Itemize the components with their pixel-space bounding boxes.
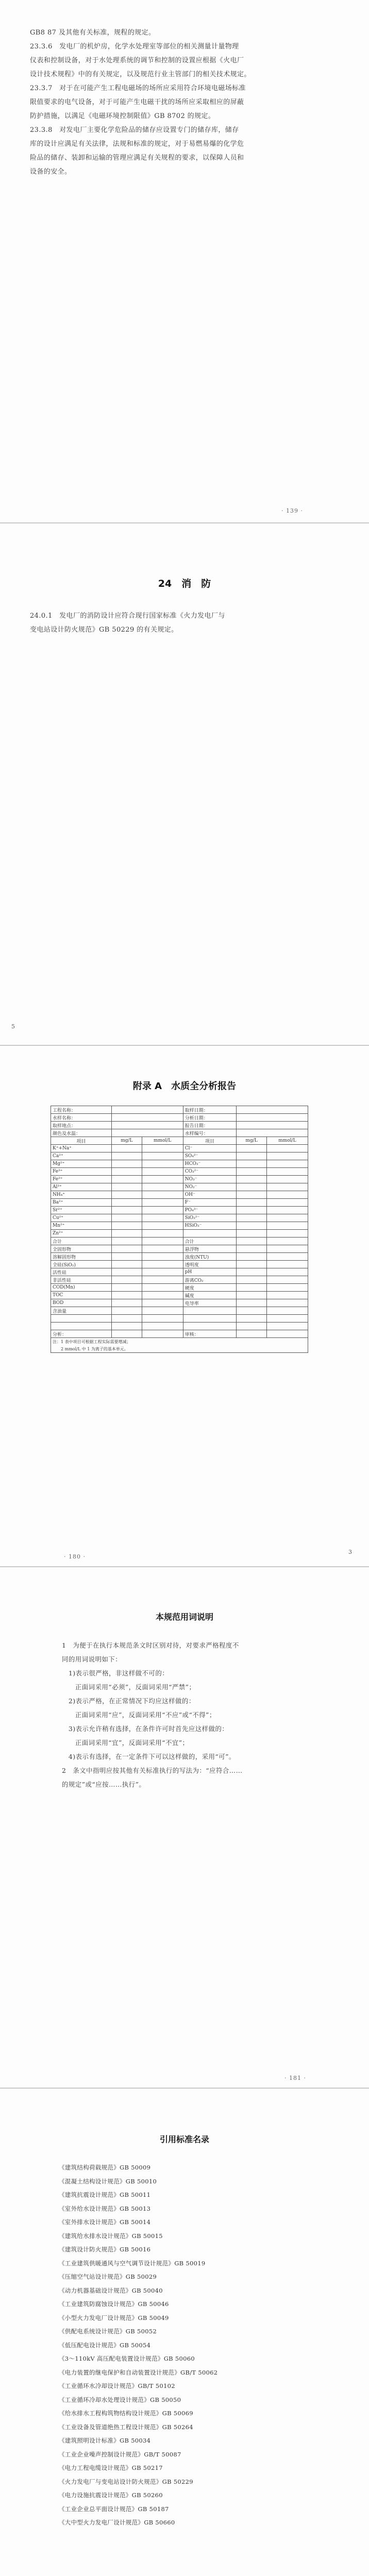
table-cell xyxy=(237,1245,267,1253)
table-cell: 报告日期： xyxy=(183,1122,237,1129)
table-cell xyxy=(237,1160,267,1168)
table-cell xyxy=(237,1183,267,1191)
reference-item: 《大中型火力发电厂设计规范》GB 50660 xyxy=(59,2519,175,2526)
table-cell: 游离CO₂ xyxy=(183,1276,237,1284)
table-cell: 颜色及水温： xyxy=(51,1129,112,1137)
table-cell: NH₄⁺ xyxy=(51,1191,112,1199)
table-row xyxy=(51,1299,308,1307)
table-header-row xyxy=(51,1137,308,1145)
table-cell: Ca²⁺ xyxy=(51,1153,112,1160)
table-cell xyxy=(266,1284,308,1292)
table-cell xyxy=(142,1323,183,1330)
table-cell: 活性硅 xyxy=(51,1268,112,1276)
reference-item: 《3～110kV 高压配电装置设计规范》GB 50060 xyxy=(59,2355,195,2362)
reference-item: 《工业循环冷却水处理设计规范》GB 50050 xyxy=(59,2396,181,2403)
table-cell xyxy=(266,1268,308,1276)
table-cell xyxy=(183,1307,237,1315)
table-cell: SO₄²⁻ xyxy=(183,1153,237,1160)
text-line: 正面词采用“宜”，反面词采用“不宜”； xyxy=(62,1739,189,1747)
reference-item: 《供配电系统设计规范》GB 50052 xyxy=(59,2328,157,2335)
table-cell: 含油量 xyxy=(51,1307,112,1315)
table-cell xyxy=(112,1160,142,1168)
table-row xyxy=(51,1183,308,1191)
reference-item: 《建筑结构荷载规范》GB 50009 xyxy=(59,2164,151,2171)
table-cell: HSiO₃⁻ xyxy=(183,1222,237,1230)
table-cell xyxy=(142,1222,183,1230)
table-cell xyxy=(237,1145,267,1153)
table-cell xyxy=(237,1191,267,1199)
table-cell xyxy=(142,1191,183,1199)
table-cell: Ba²⁺ xyxy=(51,1199,112,1207)
page-1 xyxy=(0,0,369,522)
table-cell xyxy=(237,1292,267,1299)
table-cell: pH xyxy=(183,1268,237,1276)
page-1-body xyxy=(30,26,251,179)
reference-item: 《工业设备及管道绝热工程设计规范》GB 50264 xyxy=(59,2423,193,2431)
table-cell xyxy=(112,1176,142,1183)
table-cell: HCO₃⁻ xyxy=(183,1160,237,1168)
table-cell: 全固形物 xyxy=(51,1245,112,1253)
table-cell xyxy=(142,1307,183,1315)
table-cell xyxy=(266,1191,308,1199)
table-cell xyxy=(112,1207,142,1214)
table-cell: SiO₃²⁻ xyxy=(183,1214,237,1222)
table-cell xyxy=(266,1261,308,1268)
table-cell xyxy=(112,1299,142,1307)
table-row xyxy=(51,1207,308,1214)
table-cell xyxy=(142,1207,183,1214)
table-cell xyxy=(112,1222,142,1230)
table-cell xyxy=(266,1145,308,1153)
table-cell xyxy=(266,1214,308,1222)
table-cell xyxy=(142,1292,183,1299)
reference-list xyxy=(59,2161,217,2530)
table-cell: mg/L xyxy=(237,1137,267,1145)
table-cell xyxy=(237,1284,267,1292)
table-cell xyxy=(112,1330,142,1338)
table-row xyxy=(51,1292,308,1299)
table-cell xyxy=(266,1160,308,1168)
table-cell xyxy=(112,1284,142,1292)
table-cell xyxy=(112,1245,142,1253)
table-row xyxy=(51,1199,308,1207)
text-line: 设备的安全。 xyxy=(30,168,72,176)
table-cell xyxy=(112,1168,142,1176)
table-cell xyxy=(266,1168,308,1176)
table-cell xyxy=(142,1245,183,1253)
reference-item: 《火力发电厂与变电站设计防火规范》GB 50229 xyxy=(59,2478,193,2485)
table-cell xyxy=(266,1276,308,1284)
text-line: 变电站设计防火规范》GB 50229 的有关规定。 xyxy=(30,626,178,634)
table-cell: mg/L xyxy=(112,1137,142,1145)
table-cell: TOC xyxy=(51,1292,112,1299)
table-cell xyxy=(112,1307,142,1315)
text-line: 正面词采用“应”，反面词采用“不应”或“不得”； xyxy=(62,1711,216,1719)
table-row xyxy=(51,1145,308,1153)
table-cell: Fe³⁺ xyxy=(51,1168,112,1176)
table-cell xyxy=(112,1153,142,1160)
table-row xyxy=(51,1307,308,1315)
table-cell: 溶解固形物 xyxy=(51,1253,112,1261)
table-cell xyxy=(266,1307,308,1315)
reference-item: 《小型火力发电厂设计规范》GB 50049 xyxy=(59,2314,169,2321)
table-cell xyxy=(142,1230,183,1238)
table-cell xyxy=(142,1238,183,1245)
table-cell xyxy=(237,1214,267,1222)
table-cell xyxy=(237,1199,267,1207)
page-3 xyxy=(0,1046,369,1566)
page-4-body xyxy=(62,1638,243,1791)
table-cell xyxy=(183,1323,237,1330)
table-cell: 项目 xyxy=(183,1137,237,1145)
table-cell: 合计 xyxy=(183,1238,237,1245)
table-row xyxy=(51,1153,308,1160)
text-line: 2)表示严格，在正常情况下均应这样做的： xyxy=(62,1697,195,1705)
table-cell: 项目 xyxy=(51,1137,112,1145)
chapter-title: 24 消 防 xyxy=(158,578,211,589)
table-cell: NO₂⁻ xyxy=(183,1183,237,1191)
text-line: 仪表和控制设备，对于水处理系统的调节和控制的设置应根据《火电厂 xyxy=(30,57,244,64)
table-cell: 电导率 xyxy=(183,1299,237,1307)
reference-item: 《建筑设计防火规范》GB 50016 xyxy=(59,2246,151,2253)
reference-item: 《建筑照明设计标准》GB 50034 xyxy=(59,2437,151,2444)
table-row xyxy=(51,1245,308,1253)
table-cell xyxy=(266,1292,308,1299)
table-cell: Sr²⁺ xyxy=(51,1207,112,1214)
text-line: 1)表示很严格，非这样做不可的： xyxy=(62,1669,169,1677)
table-cell xyxy=(237,1129,308,1137)
table-cell: 悬浮物 xyxy=(183,1245,237,1253)
text-line: 23.3.8 对发电厂主要化学危险品的储存应设置专门的储存库，储存 xyxy=(30,126,239,134)
text-line: 1 为便于在执行本规范条文时区别对待，对要求严格程度不 xyxy=(62,1641,239,1649)
table-cell xyxy=(142,1299,183,1307)
table-cell xyxy=(237,1114,308,1122)
table-cell xyxy=(266,1153,308,1160)
table-row xyxy=(51,1176,308,1183)
table-cell: 工程名称： xyxy=(51,1106,112,1114)
table-cell xyxy=(237,1323,267,1330)
table-row xyxy=(51,1261,308,1268)
table-cell: Mg²⁺ xyxy=(51,1160,112,1168)
reference-item: 《电力装置的继电保护和自动装置设计规范》GB/T 50062 xyxy=(59,2368,218,2376)
table-cell xyxy=(266,1245,308,1253)
reference-item: 《给水排水工程构筑物结构设计规范》GB 50069 xyxy=(59,2410,193,2417)
table-cell: 分析日期： xyxy=(183,1114,237,1122)
table-cell xyxy=(266,1330,308,1338)
table-cell: NO₃⁻ xyxy=(183,1176,237,1183)
table-row xyxy=(51,1230,308,1238)
table-cell: 碱度 xyxy=(183,1292,237,1299)
reference-item: 《混凝土结构设计规范》GB 50010 xyxy=(59,2177,157,2185)
table-cell xyxy=(112,1183,142,1191)
table-cell xyxy=(142,1183,183,1191)
table-cell: F⁻ xyxy=(183,1199,237,1207)
table-cell: 取样日期： xyxy=(183,1106,237,1114)
table-cell: COD(Mn) xyxy=(51,1284,112,1292)
table-cell xyxy=(266,1222,308,1230)
table-cell xyxy=(266,1323,308,1330)
table-row xyxy=(51,1284,308,1292)
page-title: 本规范用词说明 xyxy=(155,1612,213,1622)
text-line: 24.0.1 发电厂的消防设计应符合现行国家标准《火力发电厂与 xyxy=(30,612,225,620)
table-cell xyxy=(142,1145,183,1153)
table-cell: mmol/L xyxy=(142,1137,183,1145)
text-line: 3)表示允许稍有选择，在条件许可时首先应这样做的： xyxy=(62,1725,229,1733)
table-cell xyxy=(237,1276,267,1284)
table-cell xyxy=(237,1122,308,1129)
reference-item: 《电力工程电缆设计规范》GB 50217 xyxy=(59,2464,163,2471)
table-cell xyxy=(266,1176,308,1183)
table-cell xyxy=(237,1222,267,1230)
table-cell xyxy=(266,1238,308,1245)
table-cell xyxy=(183,1315,237,1323)
text-line: 险品的储存、装卸和运输的管理应满足有关规程的要求，以保障人员和 xyxy=(30,154,244,162)
table-row xyxy=(51,1191,308,1199)
reference-item: 《工业企业总平面设计规范》GB 50187 xyxy=(59,2505,169,2513)
table-cell xyxy=(266,1253,308,1261)
table-cell xyxy=(112,1323,142,1330)
table-cell: Al³⁺ xyxy=(51,1183,112,1191)
table-cell xyxy=(112,1122,183,1129)
table-cell xyxy=(112,1191,142,1199)
table-row xyxy=(51,1323,308,1330)
page-5 xyxy=(0,2089,369,2576)
text-line: 设计技术规程》中的有关规定，以及规范行业主管部门的相关技术规定。 xyxy=(30,71,251,78)
table-cell xyxy=(237,1268,267,1276)
table-cell xyxy=(237,1238,267,1245)
table-cell xyxy=(142,1199,183,1207)
table-cell: OH⁻ xyxy=(183,1191,237,1199)
page-number: · 181 · xyxy=(284,2075,306,2081)
table-cell: Cl⁻ xyxy=(183,1145,237,1153)
table-cell xyxy=(51,1315,112,1323)
table-cell xyxy=(112,1276,142,1284)
table-cell xyxy=(142,1153,183,1160)
table-cell xyxy=(266,1199,308,1207)
table-cell: Fe²⁺ xyxy=(51,1176,112,1183)
table-cell: 硬度 xyxy=(183,1284,237,1292)
table-cell xyxy=(142,1168,183,1176)
text-line: 正面词采用“必须”，反面词采用“严禁”； xyxy=(62,1683,196,1691)
table-cell xyxy=(112,1129,183,1137)
text-line: 的规定”或“应按……执行”。 xyxy=(62,1781,146,1788)
table-row xyxy=(51,1222,308,1230)
table-cell: 分析： xyxy=(51,1330,112,1338)
table-cell: BOD xyxy=(51,1299,112,1307)
table-row xyxy=(51,1160,308,1168)
text-line: 4)表示有选择，在一定条件下可以这样做的，采用“可”。 xyxy=(62,1753,236,1760)
page-2 xyxy=(0,523,369,1045)
table-row xyxy=(51,1168,308,1176)
table-cell xyxy=(112,1114,183,1122)
table-row xyxy=(51,1268,308,1276)
table-row xyxy=(51,1330,308,1338)
table-cell: Cu²⁺ xyxy=(51,1214,112,1222)
reference-item: 《工业建筑供暖通风与空气调节设计规范》GB 50019 xyxy=(59,2259,206,2267)
table-info-row xyxy=(51,1114,308,1122)
text-line: 限值要求的电气设备，对于可能产生电磁干扰的场所应采取相应的屏蔽 xyxy=(30,98,244,106)
table-cell xyxy=(237,1106,308,1114)
table-note: 2 mmol/L 中 1 为离子的基本单元。 xyxy=(51,1345,308,1353)
table-cell xyxy=(112,1230,142,1238)
table-cell xyxy=(142,1276,183,1284)
reference-item: 《建筑抗震设计规范》GB 50011 xyxy=(59,2191,151,2198)
table-cell: 非活性硅 xyxy=(51,1276,112,1284)
text-line: 防护措施，以满足《电磁环境控制限值》GB 8702 的规定。 xyxy=(30,112,215,120)
table-cell xyxy=(112,1106,183,1114)
table-cell xyxy=(237,1253,267,1261)
table-cell: 透明度 xyxy=(183,1261,237,1268)
table-info-row xyxy=(51,1106,308,1114)
table-cell: 水样名称： xyxy=(51,1114,112,1122)
table-cell xyxy=(112,1315,142,1323)
reference-item: 《动力机器基础设计规范》GB 50040 xyxy=(59,2286,163,2294)
reference-item: 《低压配电设计规范》GB 50054 xyxy=(59,2341,151,2349)
table-cell xyxy=(142,1176,183,1183)
table-cell xyxy=(237,1176,267,1183)
table-note-row xyxy=(51,1345,308,1353)
table-cell xyxy=(237,1230,267,1238)
text-line: GB8 87 及其他有关标准，规程的规定。 xyxy=(30,29,156,37)
margin-mark: 5 xyxy=(11,1023,15,1030)
reference-item: 《室外排水设计规范》GB 50014 xyxy=(59,2218,151,2226)
table-cell xyxy=(266,1230,308,1238)
table-info-row xyxy=(51,1122,308,1129)
page-number: · 180 · xyxy=(64,1553,86,1560)
table-cell xyxy=(237,1330,267,1338)
table-cell xyxy=(112,1214,142,1222)
table-row xyxy=(51,1238,308,1245)
table-row xyxy=(51,1276,308,1284)
table-cell xyxy=(112,1238,142,1245)
table-cell xyxy=(51,1323,112,1330)
table-cell xyxy=(142,1261,183,1268)
table-cell: mmol/L xyxy=(266,1137,308,1145)
appendix-title: 附录 A 水质全分析报告 xyxy=(132,1081,237,1092)
table-cell: CO₃²⁻ xyxy=(183,1168,237,1176)
table-cell: Zn²⁺ xyxy=(51,1230,112,1238)
table-cell xyxy=(237,1207,267,1214)
text-line: 23.3.7 对于在可能产生工程电磁场的场所应采用符合环境电磁场标准 xyxy=(30,84,246,92)
table-cell xyxy=(112,1199,142,1207)
page-title: 引用标准名录 xyxy=(159,2134,209,2144)
table-cell: 全硅(SiO₂) xyxy=(51,1261,112,1268)
table-cell xyxy=(142,1268,183,1276)
table-cell: 水样编号： xyxy=(183,1129,237,1137)
table-cell xyxy=(237,1261,267,1268)
table-cell xyxy=(183,1230,237,1238)
table-cell xyxy=(237,1299,267,1307)
table-cell: K⁺+Na⁺ xyxy=(51,1145,112,1153)
table-cell: 浊度(NTU) xyxy=(183,1253,237,1261)
table-row xyxy=(51,1253,308,1261)
table-cell xyxy=(142,1330,183,1338)
text-line: 库的设计应满足有关法律，法规和标准的规定，对于易燃易爆的化学危 xyxy=(30,140,244,148)
reference-item: 《工业企业噪声控制设计规范》GB/T 50087 xyxy=(59,2450,181,2458)
margin-mark: 3 xyxy=(348,1549,352,1555)
table-row xyxy=(51,1315,308,1323)
table-cell xyxy=(142,1284,183,1292)
table-cell xyxy=(266,1299,308,1307)
page-number: · 139 · xyxy=(281,507,303,514)
table-cell xyxy=(142,1315,183,1323)
table-cell: 取样地点： xyxy=(51,1122,112,1129)
text-line: 23.3.6 发电厂的机炉房，化学水处理室等部位的相关测量计量物理 xyxy=(30,43,239,50)
reference-item: 《工业建筑防腐蚀设计规范》GB 50046 xyxy=(59,2300,169,2308)
table-cell xyxy=(112,1261,142,1268)
table-cell: 审核： xyxy=(183,1330,237,1338)
table-note-row xyxy=(51,1338,308,1346)
table-cell xyxy=(112,1268,142,1276)
table-note: 注：1 表中项目可根据工程实际需要增减； xyxy=(51,1338,308,1346)
table-cell xyxy=(237,1307,267,1315)
table-cell: 合计 xyxy=(51,1238,112,1245)
table-cell xyxy=(237,1168,267,1176)
page-2-body xyxy=(30,609,225,637)
reference-item: 《室外给水设计规范》GB 50013 xyxy=(59,2205,151,2212)
table-cell xyxy=(112,1145,142,1153)
table-cell xyxy=(142,1253,183,1261)
reference-item: 《电力设施抗震设计规范》GB 50260 xyxy=(59,2492,163,2499)
text-line: 2 条文中指明应按其他有关标准执行的写法为：“应符合…… xyxy=(62,1767,243,1774)
table-row xyxy=(51,1214,308,1222)
table-cell xyxy=(266,1183,308,1191)
table-cell xyxy=(237,1315,267,1323)
reference-item: 《建筑给水排水设计规范》GB 50015 xyxy=(59,2232,163,2240)
table-cell xyxy=(237,1153,267,1160)
table-cell xyxy=(142,1160,183,1168)
text-line: 同的用词说明如下： xyxy=(62,1655,122,1663)
table-cell xyxy=(112,1253,142,1261)
page-4 xyxy=(0,1567,369,2088)
table-cell: PO₄³⁻ xyxy=(183,1207,237,1214)
table-cell xyxy=(266,1207,308,1214)
reference-item: 《压缩空气站设计规范》GB 50029 xyxy=(59,2273,157,2280)
reference-item: 《工业循环水冷却设计规范》GB/T 50102 xyxy=(59,2382,175,2389)
table-cell: Mn²⁺ xyxy=(51,1222,112,1230)
water-analysis-table xyxy=(51,1106,308,1353)
table-cell xyxy=(142,1214,183,1222)
table-info-row xyxy=(51,1129,308,1137)
table-cell xyxy=(266,1315,308,1323)
table-cell xyxy=(112,1292,142,1299)
